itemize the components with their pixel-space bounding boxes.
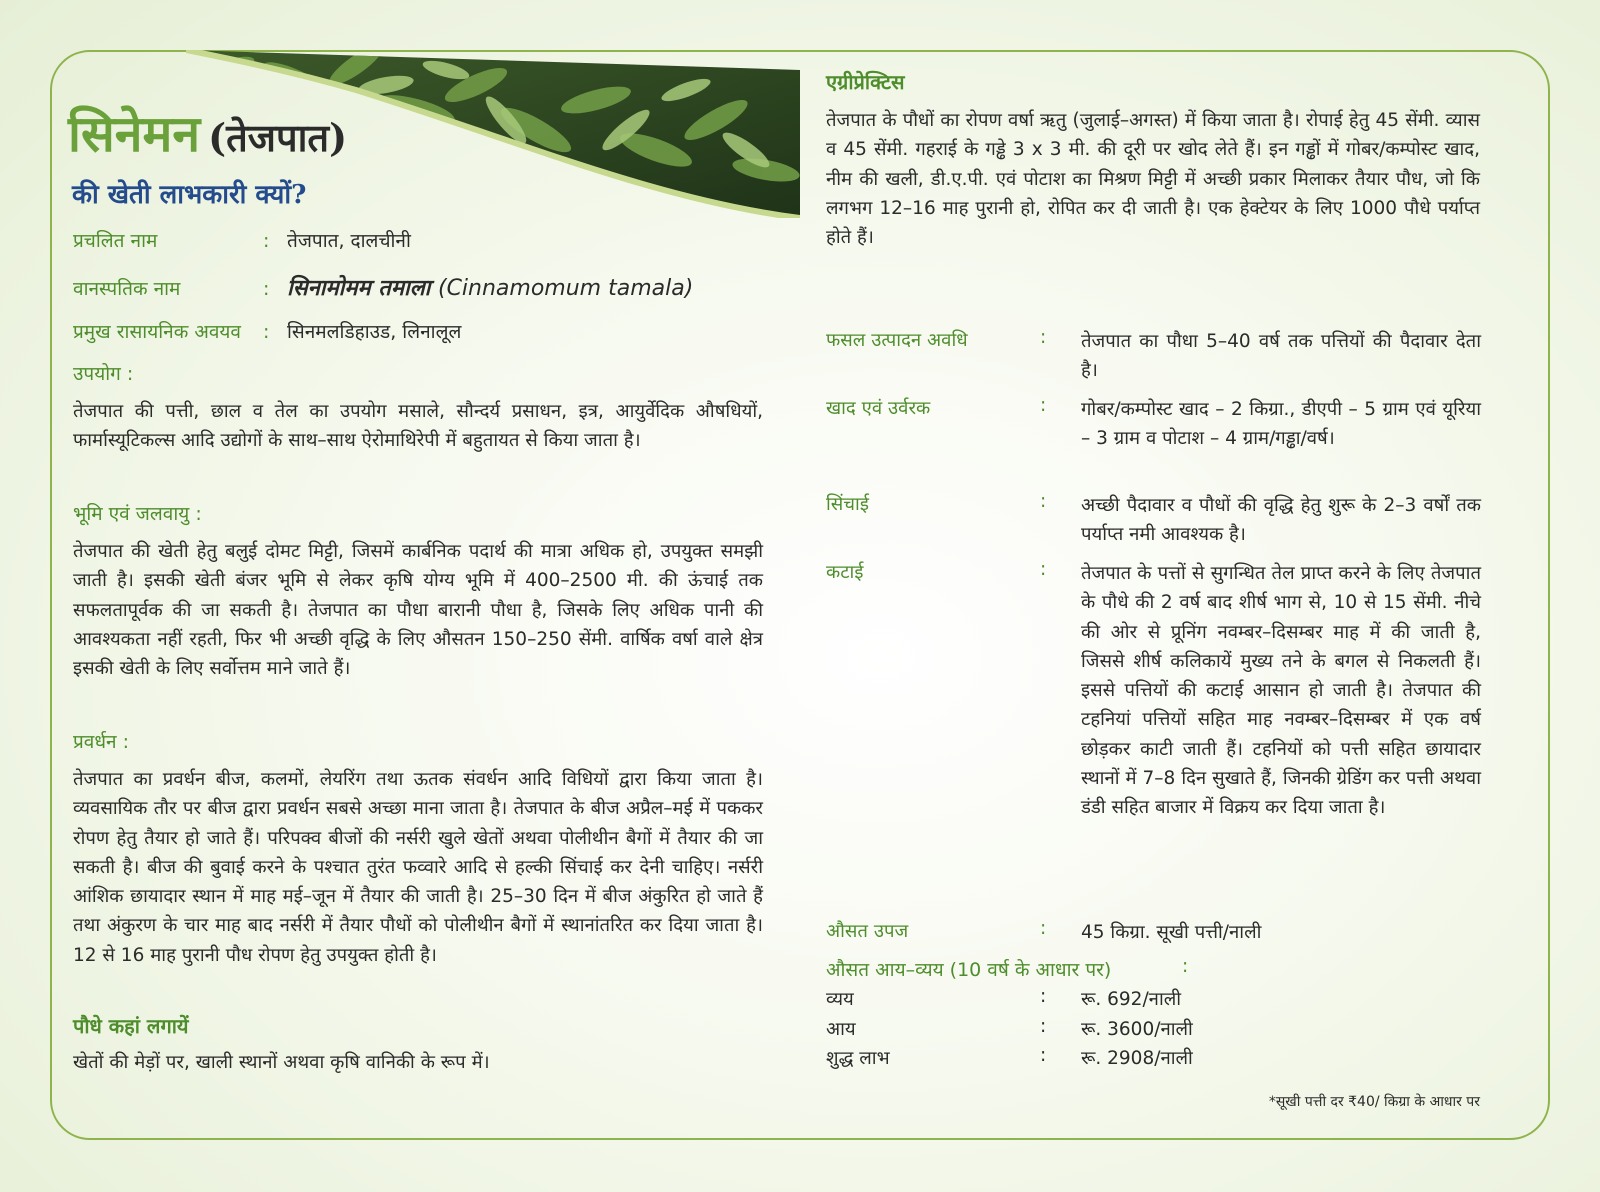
uses-text: तेजपात की पत्ती, छाल व तेल का उपयोग मसाले, सौन्दर्य प्रसाधन, इत्र, आयुर्वेदिक औषधियों, फार्मास्यूटिकल्स आदि उद्योगों के साथ–साथ ऐरोमाथिरेपी में बहुतायत से किया जाता है। [73,401,763,452]
footnote: *सूखी पत्ती दर ₹40/ किग्रा के आधार पर [1268,1094,1480,1110]
title-paren: (तेजपात) [208,115,348,160]
page-subtitle: की खेती लाभकारी क्यों? [72,180,307,210]
propagation-heading: प्रवर्धन : [73,731,130,753]
where-text: खेतों की मेड़ों पर, खाली स्थानों अथवा कृषि वानिकी के रूप में। [73,1052,490,1073]
economics-heading: औसत आय–व्यय (10 वर्ष के आधार पर) [826,959,1112,981]
page-title [68,98,347,166]
where-heading: पौधे कहां लगायें [73,1014,189,1038]
chemical-label: प्रमुख रासायनिक अवयव [73,321,241,343]
botanical-name-latin: (Cinnamomum tamala) [437,276,694,301]
agri-text: तेजपात के पौधों का रोपण वर्षा ऋतु (जुलाई–अगस्त) में किया जाता है। रोपाई हेतु 45 सेंमी. व्यास व 45 सेंमी. गहराई के गड्ढे 3 x 3 मी. की दूरी पर खोद लेते हैं। इन गड्ढों में गोबर/कम्पोस्ट खाद, नीम की खली, डी.ए.पी. एवं पोटाश का मिश्रण मिट्टी में अच्छी प्रकार मिलाकर तैयार पौध, जो कि लगभग 12–16 माह पुरानी हो, रोपित कर दी जाती है। एक हेक्टेयर के लिए 1000 पौधे पर्याप्त होते हैं। [826,110,1480,249]
common-name-value: तेजपात, दालचीनी [287,230,411,252]
chemical-value: सिनमलडिहाउड, लिनालूल [287,321,462,343]
common-name-label: प्रचलित नाम [73,230,158,252]
chemical-row: प्रमुख रासायनिक अवयव : सिनमलडिहाउड, लिनालूल [73,318,461,344]
title-main: सिनेमन [68,104,201,163]
botanical-name-row: वानस्पतिक नाम : सिनामोमम तमाला (Cinnamomum tamala) [73,276,694,301]
uses-heading: उपयोग : [73,363,134,385]
botanical-name-label: वानस्पतिक नाम [73,278,181,300]
agri-heading: एग्रीप्रेक्टिस [826,70,905,94]
common-name-row: प्रचलित नाम : तेजपात, दालचीनी [73,227,411,253]
soil-text: तेजपात की खेती हेतु बलुई दोमट मिट्टी, जिसमें कार्बनिक पदार्थ की मात्रा अधिक हो, उपयुक्त समझी जाती है। इसकी खेती बंजर भूमि से लेकर कृषि योग्य भूमि में 400–2500 मी. की ऊंचाई तक सफलतापूर्वक की जा सकती है। तेजपात का पौधा बारानी पौधा है, जिसके लिए अधिक पानी की आवश्यकता नहीं रहती, फिर भी अच्छी वृद्धि के लिए औसतन 150–250 सेंमी. वार्षिक वर्षा वाले क्षेत्र इसकी खेती के लिए सर्वोत्तम माने जाते हैं। [73,541,763,680]
botanical-name-hindi: सिनामोमम तमाला [287,276,431,301]
propagation-text: तेजपात का प्रवर्धन बीज, कलमों, लेयरिंग तथा ऊतक संवर्धन आदि विधियों द्वारा किया जाता है। व्यवसायिक तौर पर बीज द्वारा प्रवर्धन सबसे अच्छा माना जाता है। तेजपात के बीज अप्रैल–मई में पककर रोपण हेतु तैयार हो जाते हैं। परिपक्व बीजों की नर्सरी खुले खेतों अथवा पोलीथीन बैगों में तैयार की जा सकती है। बीज की बुवाई करने के पश्चात तुरंत फव्वारे आदि से हल्की सिंचाई कर देनी चाहिए। नर्सरी आंशिक छायादार स्थान में माह मई–जून में तैयार की जाती है। 25–30 दिन में बीज अंकुरित हो जाते हैं तथा अंकुरण के चार माह बाद नर्सरी में तैयार पौधों को पोलीथीन बैगों में स्थानांतरित कर दिया जाता है। 12 से 16 माह पुरानी पौध रोपण हेतु उपयुक्त होती है। [73,769,763,966]
soil-heading: भूमि एवं जलवायु : [73,503,202,525]
